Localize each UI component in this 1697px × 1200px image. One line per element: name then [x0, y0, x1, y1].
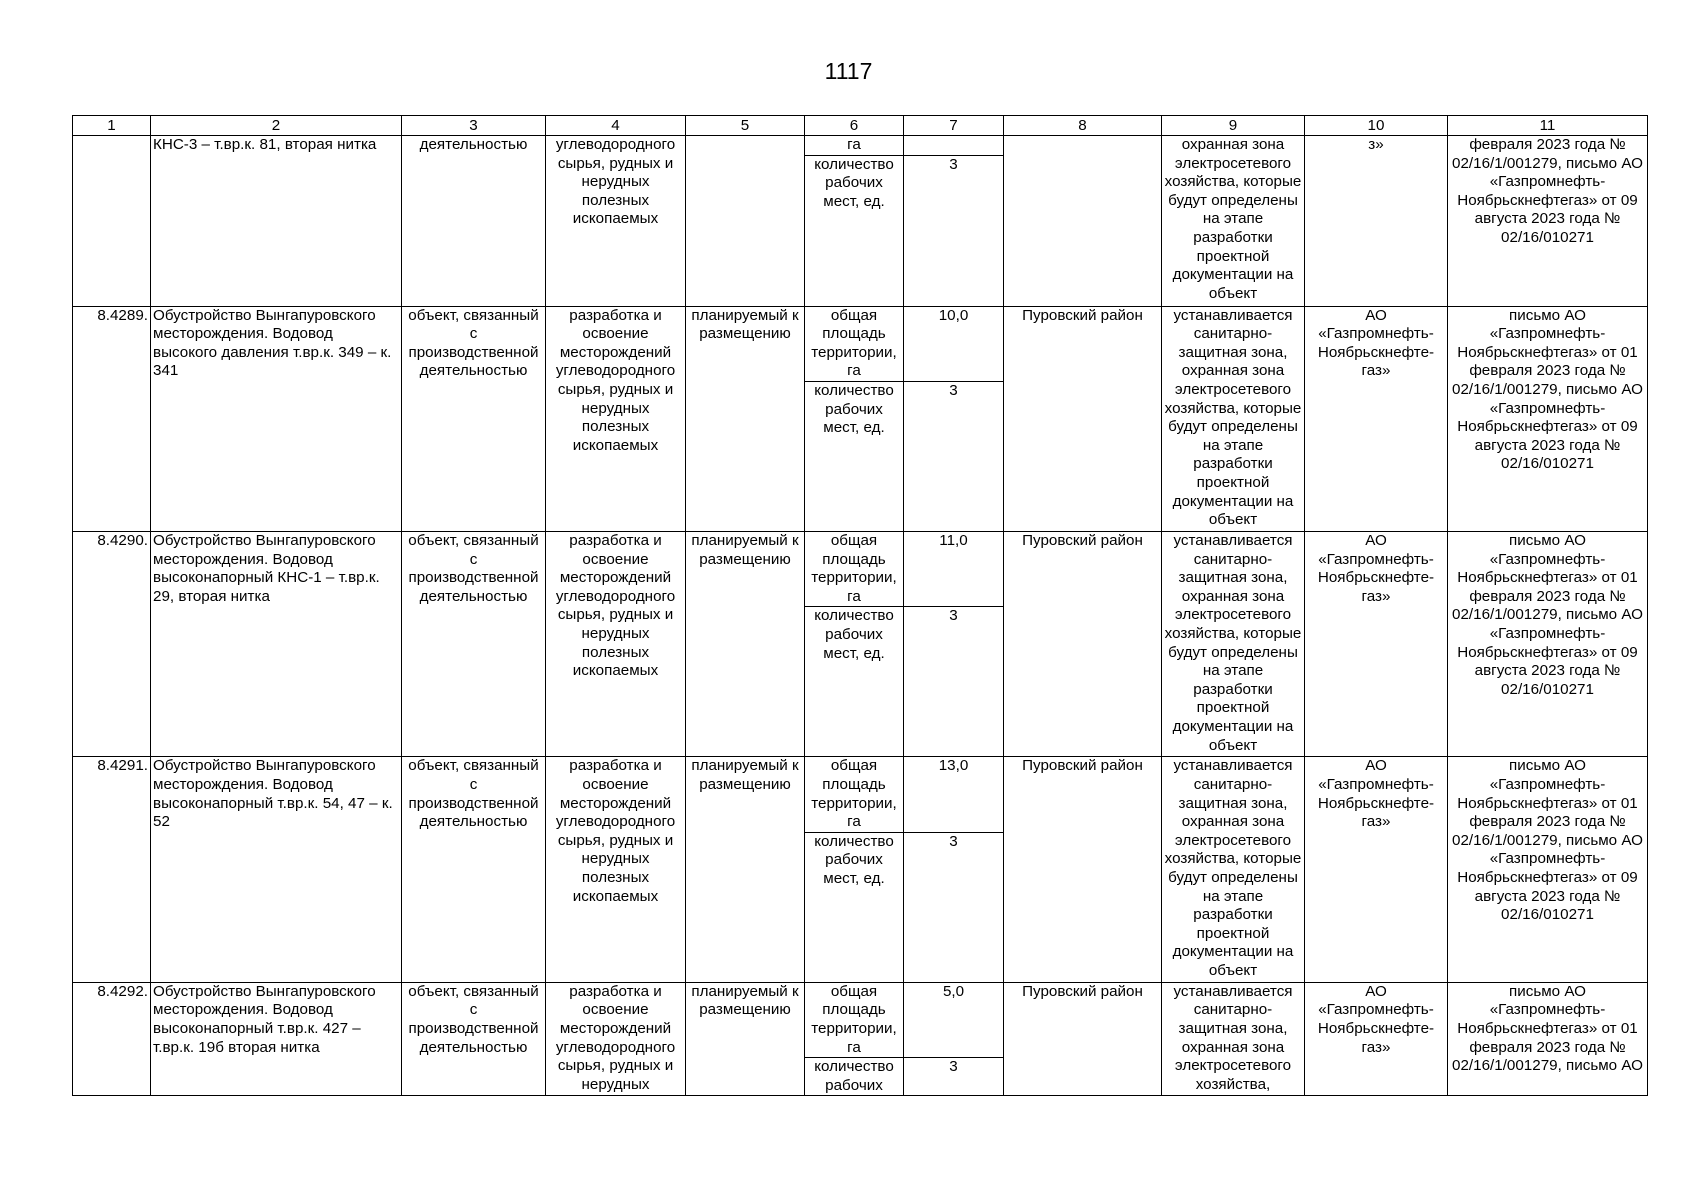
cell-char2-value: 3: [904, 607, 1004, 757]
cell-number: 8.4291.: [73, 757, 151, 982]
cell-char2-label: количество рабочих: [805, 1058, 904, 1096]
column-header: 8: [1004, 116, 1162, 136]
cell-org: АО «Газпромнефть-Ноябрьскнефте-газ»: [1305, 531, 1448, 756]
cell-char1-label: общая площадь территории, га: [805, 531, 904, 606]
cell-number: 8.4292.: [73, 982, 151, 1096]
cell-char2-label: количество рабочих мест, ед.: [805, 607, 904, 757]
cell-char1-value: 13,0: [904, 757, 1004, 832]
cell-name: КНС-3 – т.вр.к. 81, вторая нитка: [151, 136, 402, 307]
column-header: 6: [805, 116, 904, 136]
column-header: 11: [1448, 116, 1648, 136]
cell-type: объект, связанный с производственной деятельностью: [402, 982, 546, 1096]
cell-type: объект, связанный с производственной деятельностью: [402, 757, 546, 982]
cell-basis: письмо АО «Газпромнефть-Ноябрьскнефтегаз» от 01 февраля 2023 года № 02/16/1/001279, письмо АО «Газпромнефть-Ноябрьскнефтегаз» от 09 августа 2023 года № 02/16/010271: [1448, 306, 1648, 531]
column-header: 7: [904, 116, 1004, 136]
column-header: 5: [686, 116, 805, 136]
register-table: [72, 115, 1648, 1096]
cell-purpose: разработка и освоение месторождений углеводородного сырья, рудных и нерудных полезных ископаемых: [546, 306, 686, 531]
cell-location: Пуровский район: [1004, 757, 1162, 982]
column-header: 2: [151, 116, 402, 136]
cell-purpose: разработка и освоение месторождений углеводородного сырья, рудных и нерудных полезных ископаемых: [546, 531, 686, 756]
cell-zones: устанавливается санитарно-защитная зона, охранная зона электросетевого хозяйства, которые будут определены на этапе разработки проектной документации на объект: [1162, 531, 1305, 756]
cell-type: объект, связанный с производственной деятельностью: [402, 306, 546, 531]
table-row: [73, 531, 1648, 606]
cell-location: Пуровский район: [1004, 306, 1162, 531]
header-row: [73, 116, 1648, 136]
cell-status: планируемый к размещению: [686, 757, 805, 982]
cell-char1-label: общая площадь территории, га: [805, 757, 904, 832]
cell-char2-value: 3: [904, 832, 1004, 982]
cell-name: Обустройство Вынгапуровского месторождения. Водовод высоконапорный т.вр.к. 54, 47 – к. 52: [151, 757, 402, 982]
table-row: [73, 982, 1648, 1057]
cell-number: 8.4290.: [73, 531, 151, 756]
cell-char1-label: га: [805, 136, 904, 156]
cell-basis: письмо АО «Газпромнефть-Ноябрьскнефтегаз» от 01 февраля 2023 года № 02/16/1/001279, письмо АО «Газпромнефть-Ноябрьскнефтегаз» от 09 августа 2023 года № 02/16/010271: [1448, 757, 1648, 982]
cell-type: объект, связанный с производственной деятельностью: [402, 531, 546, 756]
table-row-continued: [73, 136, 1648, 156]
table-row: [73, 757, 1648, 832]
cell-org: АО «Газпромнефть-Ноябрьскнефте-газ»: [1305, 982, 1448, 1096]
cell-org: АО «Газпромнефть-Ноябрьскнефте-газ»: [1305, 306, 1448, 531]
cell-zones: устанавливается санитарно-защитная зона, охранная зона электросетевого хозяйства, которые будут определены на этапе разработки проектной документации на объект: [1162, 757, 1305, 982]
column-header: 4: [546, 116, 686, 136]
cell-char1-label: общая площадь территории, га: [805, 982, 904, 1057]
cell-status: планируемый к размещению: [686, 531, 805, 756]
cell-char2-value: 3: [904, 1058, 1004, 1096]
cell-char2-label: количество рабочих мест, ед.: [805, 832, 904, 982]
cell-type: деятельностью: [402, 136, 546, 307]
cell-basis: письмо АО «Газпромнефть-Ноябрьскнефтегаз» от 01 февраля 2023 года № 02/16/1/001279, письмо АО: [1448, 982, 1648, 1096]
cell-purpose: углеводородного сырья, рудных и нерудных полезных ископаемых: [546, 136, 686, 307]
column-header: 10: [1305, 116, 1448, 136]
cell-location: [1004, 136, 1162, 307]
cell-location: Пуровский район: [1004, 531, 1162, 756]
table-row: [73, 306, 1648, 381]
cell-status: [686, 136, 805, 307]
cell-status: планируемый к размещению: [686, 982, 805, 1096]
cell-char1-value: 10,0: [904, 306, 1004, 381]
page-number: 1117: [824, 58, 873, 84]
column-header: 9: [1162, 116, 1305, 136]
cell-zones: охранная зона электросетевого хозяйства, которые будут определены на этапе разработки проектной документации на объект: [1162, 136, 1305, 307]
cell-char1-value: 5,0: [904, 982, 1004, 1057]
cell-number: 8.4289.: [73, 306, 151, 531]
column-header: 3: [402, 116, 546, 136]
cell-char2-label: количество рабочих мест, ед.: [805, 155, 904, 306]
cell-status: планируемый к размещению: [686, 306, 805, 531]
cell-number: [73, 136, 151, 307]
cell-location: Пуровский район: [1004, 982, 1162, 1096]
cell-name: Обустройство Вынгапуровского месторождения. Водовод высокого давления т.вр.к. 349 – к. 341: [151, 306, 402, 531]
cell-char2-value: 3: [904, 155, 1004, 306]
cell-org: з»: [1305, 136, 1448, 307]
cell-char1-value: [904, 136, 1004, 156]
cell-name: Обустройство Вынгапуровского месторождения. Водовод высоконапорный КНС-1 – т.вр.к. 29, вторая нитка: [151, 531, 402, 756]
cell-char1-label: общая площадь территории, га: [805, 306, 904, 381]
cell-char2-value: 3: [904, 381, 1004, 531]
cell-zones: устанавливается санитарно-защитная зона, охранная зона электросетевого хозяйства, которые будут определены на этапе разработки проектной документации на объект: [1162, 306, 1305, 531]
cell-name: Обустройство Вынгапуровского месторождения. Водовод высоконапорный т.вр.к. 427 – т.вр.к. 19б вторая нитка: [151, 982, 402, 1096]
column-header: 1: [73, 116, 151, 136]
cell-basis: письмо АО «Газпромнефть-Ноябрьскнефтегаз» от 01 февраля 2023 года № 02/16/1/001279, письмо АО «Газпромнефть-Ноябрьскнефтегаз» от 09 августа 2023 года № 02/16/010271: [1448, 531, 1648, 756]
cell-org: АО «Газпромнефть-Ноябрьскнефте-газ»: [1305, 757, 1448, 982]
cell-purpose: разработка и освоение месторождений углеводородного сырья, рудных и нерудных: [546, 982, 686, 1096]
cell-char1-value: 11,0: [904, 531, 1004, 606]
cell-basis: февраля 2023 года № 02/16/1/001279, письмо АО «Газпромнефть-Ноябрьскнефтегаз» от 09 августа 2023 года № 02/16/010271: [1448, 136, 1648, 307]
cell-purpose: разработка и освоение месторождений углеводородного сырья, рудных и нерудных полезных ископаемых: [546, 757, 686, 982]
cell-char2-label: количество рабочих мест, ед.: [805, 381, 904, 531]
cell-zones: устанавливается санитарно-защитная зона, охранная зона электросетевого хозяйства,: [1162, 982, 1305, 1096]
